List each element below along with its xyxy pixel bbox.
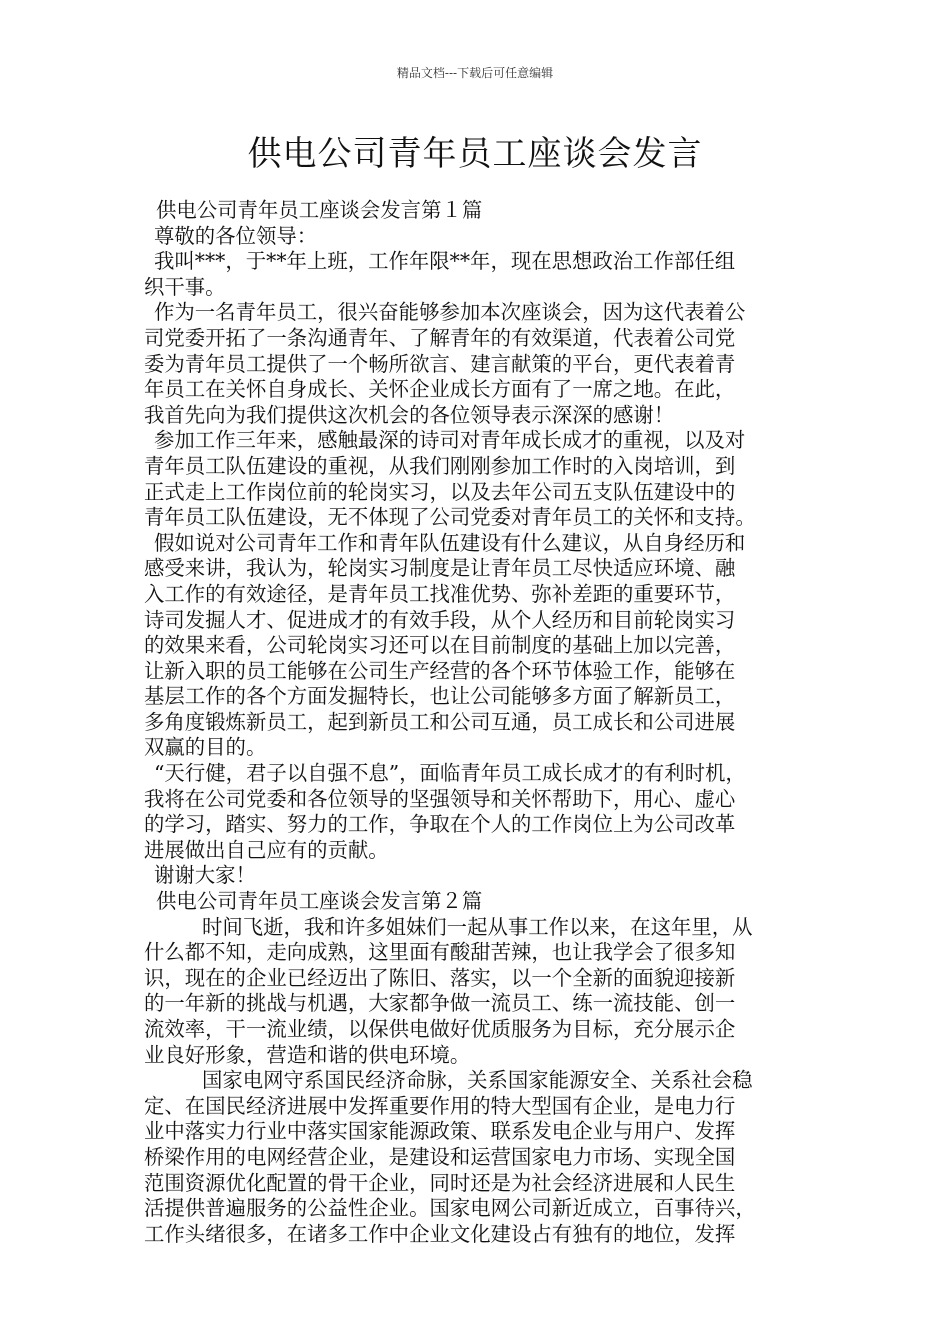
body-line: 我将在公司党委和各位领导的坚强领导和关怀帮助下，用心、虚心 bbox=[144, 786, 736, 811]
header-note: 精品文档---下载后可任意编辑 bbox=[396, 66, 554, 80]
document-body bbox=[144, 198, 812, 1247]
body-line: 我叫***，于**年上班，工作年限**年，现在思想政治工作部任组 bbox=[154, 249, 736, 274]
body-line: 我首先向为我们提供这次机会的各位领导表示深深的感谢！ bbox=[144, 402, 675, 427]
body-line: 定、在国民经济进展中发挥重要作用的特大型国有企业，是电力行 bbox=[144, 1093, 736, 1118]
body-line: 入工作的有效途径，是青年员工找准优势、弥补差距的重要环节， bbox=[144, 581, 736, 606]
body-line: 让新入职的员工能够在公司生产经营的各个环节体验工作，能够在 bbox=[144, 658, 736, 683]
body-line: 识，现在的企业已经迈出了陈旧、落实，以一个全新的面貌迎接新 bbox=[144, 965, 736, 990]
body-line: 感受来讲，我认为，轮岗实习制度是让青年员工尽快适应环境、融 bbox=[144, 556, 736, 581]
body-line: 青年员工队伍建设的重视，从我们刚刚参加工作时的入岗培训，到 bbox=[144, 453, 736, 478]
body-line: 国家电网守系国民经济命脉，关系国家能源安全、关系社会稳 bbox=[202, 1068, 753, 1093]
body-line: 作为一名青年员工，很兴奋能够参加本次座谈会，因为这代表着公 bbox=[154, 300, 746, 325]
body-line: 什么都不知，走向成熟，这里面有酸甜苦辣，也让我学会了很多知 bbox=[144, 940, 736, 965]
body-line: 假如说对公司青年工作和青年队伍建设有什么建议，从自身经历和 bbox=[154, 530, 746, 555]
body-line: 委为青年员工提供了一个畅所欲言、建言献策的平台，更代表着青 bbox=[144, 351, 736, 376]
body-line: 时间飞逝，我和许多姐妹们一起从事工作以来，在这年里，从 bbox=[202, 914, 753, 939]
body-line: 工作头绪很多，在诸多工作中企业文化建设占有独有的地位，发挥 bbox=[144, 1221, 736, 1246]
body-line: “天行健，君子以自强不息”，面临青年员工成长成才的有利时机， bbox=[154, 761, 746, 786]
body-line: 桥梁作用的电网经营企业，是建设和运营国家电力市场、实现全国 bbox=[144, 1144, 736, 1169]
body-line: 范围资源优化配置的骨干企业，同时还是为社会经济进展和人民生 bbox=[144, 1170, 736, 1195]
body-line: 司党委开拓了一条沟通青年、了解青年的有效渠道，代表着公司党 bbox=[144, 325, 736, 350]
body-line: 织干事。 bbox=[144, 274, 226, 299]
body-line: 活提供普遍服务的公益性企业。国家电网公司新近成立，百事待兴， bbox=[144, 1196, 756, 1221]
body-line: 正式走上工作岗位前的轮岗实习，以及去年公司五支队伍建设中的 bbox=[144, 479, 736, 504]
body-line: 的学习，踏实、努力的工作，争取在个人的工作岗位上为公司改革 bbox=[144, 812, 736, 837]
body-line: 进展做出自己应有的贡献。 bbox=[144, 837, 389, 862]
body-line: 的一年新的挑战与机遇，大家都争做一流员工、练一流技能、创一 bbox=[144, 991, 736, 1016]
body-line: 参加工作三年来，感触最深的诗司对青年成长成才的重视，以及对 bbox=[154, 428, 746, 453]
body-line: 年员工在关怀自身成长、关怀企业成长方面有了一席之地。在此， bbox=[144, 377, 736, 402]
body-line: 多角度锻炼新员工，起到新员工和公司互通，员工成长和公司进展 bbox=[144, 709, 736, 734]
body-line: 业中落实力行业中落实国家能源政策、联系发电企业与用户、发挥 bbox=[144, 1119, 736, 1144]
body-line: 谢谢大家！ bbox=[154, 863, 256, 888]
body-line: 基层工作的各个方面发掘特长，也让公司能够多方面了解新员工， bbox=[144, 684, 736, 709]
body-line: 诗司发掘人才、促进成才的有效手段，从个人经历和目前轮岗实习 bbox=[144, 607, 736, 632]
body-line: 业良好形象，营造和谐的供电环境。 bbox=[144, 1042, 471, 1067]
body-line: 青年员工队伍建设，无不体现了公司党委对青年员工的关怀和支持。 bbox=[144, 505, 756, 530]
section-heading: 供电公司青年员工座谈会发言第１篇 bbox=[156, 198, 483, 222]
body-line: 尊敬的各位领导： bbox=[154, 223, 318, 248]
body-line: 双赢的目的。 bbox=[144, 735, 267, 760]
body-line: 的效果来看，公司轮岗实习还可以在目前制度的基础上加以完善， bbox=[144, 633, 736, 658]
document-title: 供电公司青年员工座谈会发言 bbox=[247, 134, 703, 174]
section-heading: 供电公司青年员工座谈会发言第２篇 bbox=[156, 889, 483, 914]
body-line: 流效率，干一流业绩，以保供电做好优质服务为目标，充分展示企 bbox=[144, 1017, 736, 1041]
